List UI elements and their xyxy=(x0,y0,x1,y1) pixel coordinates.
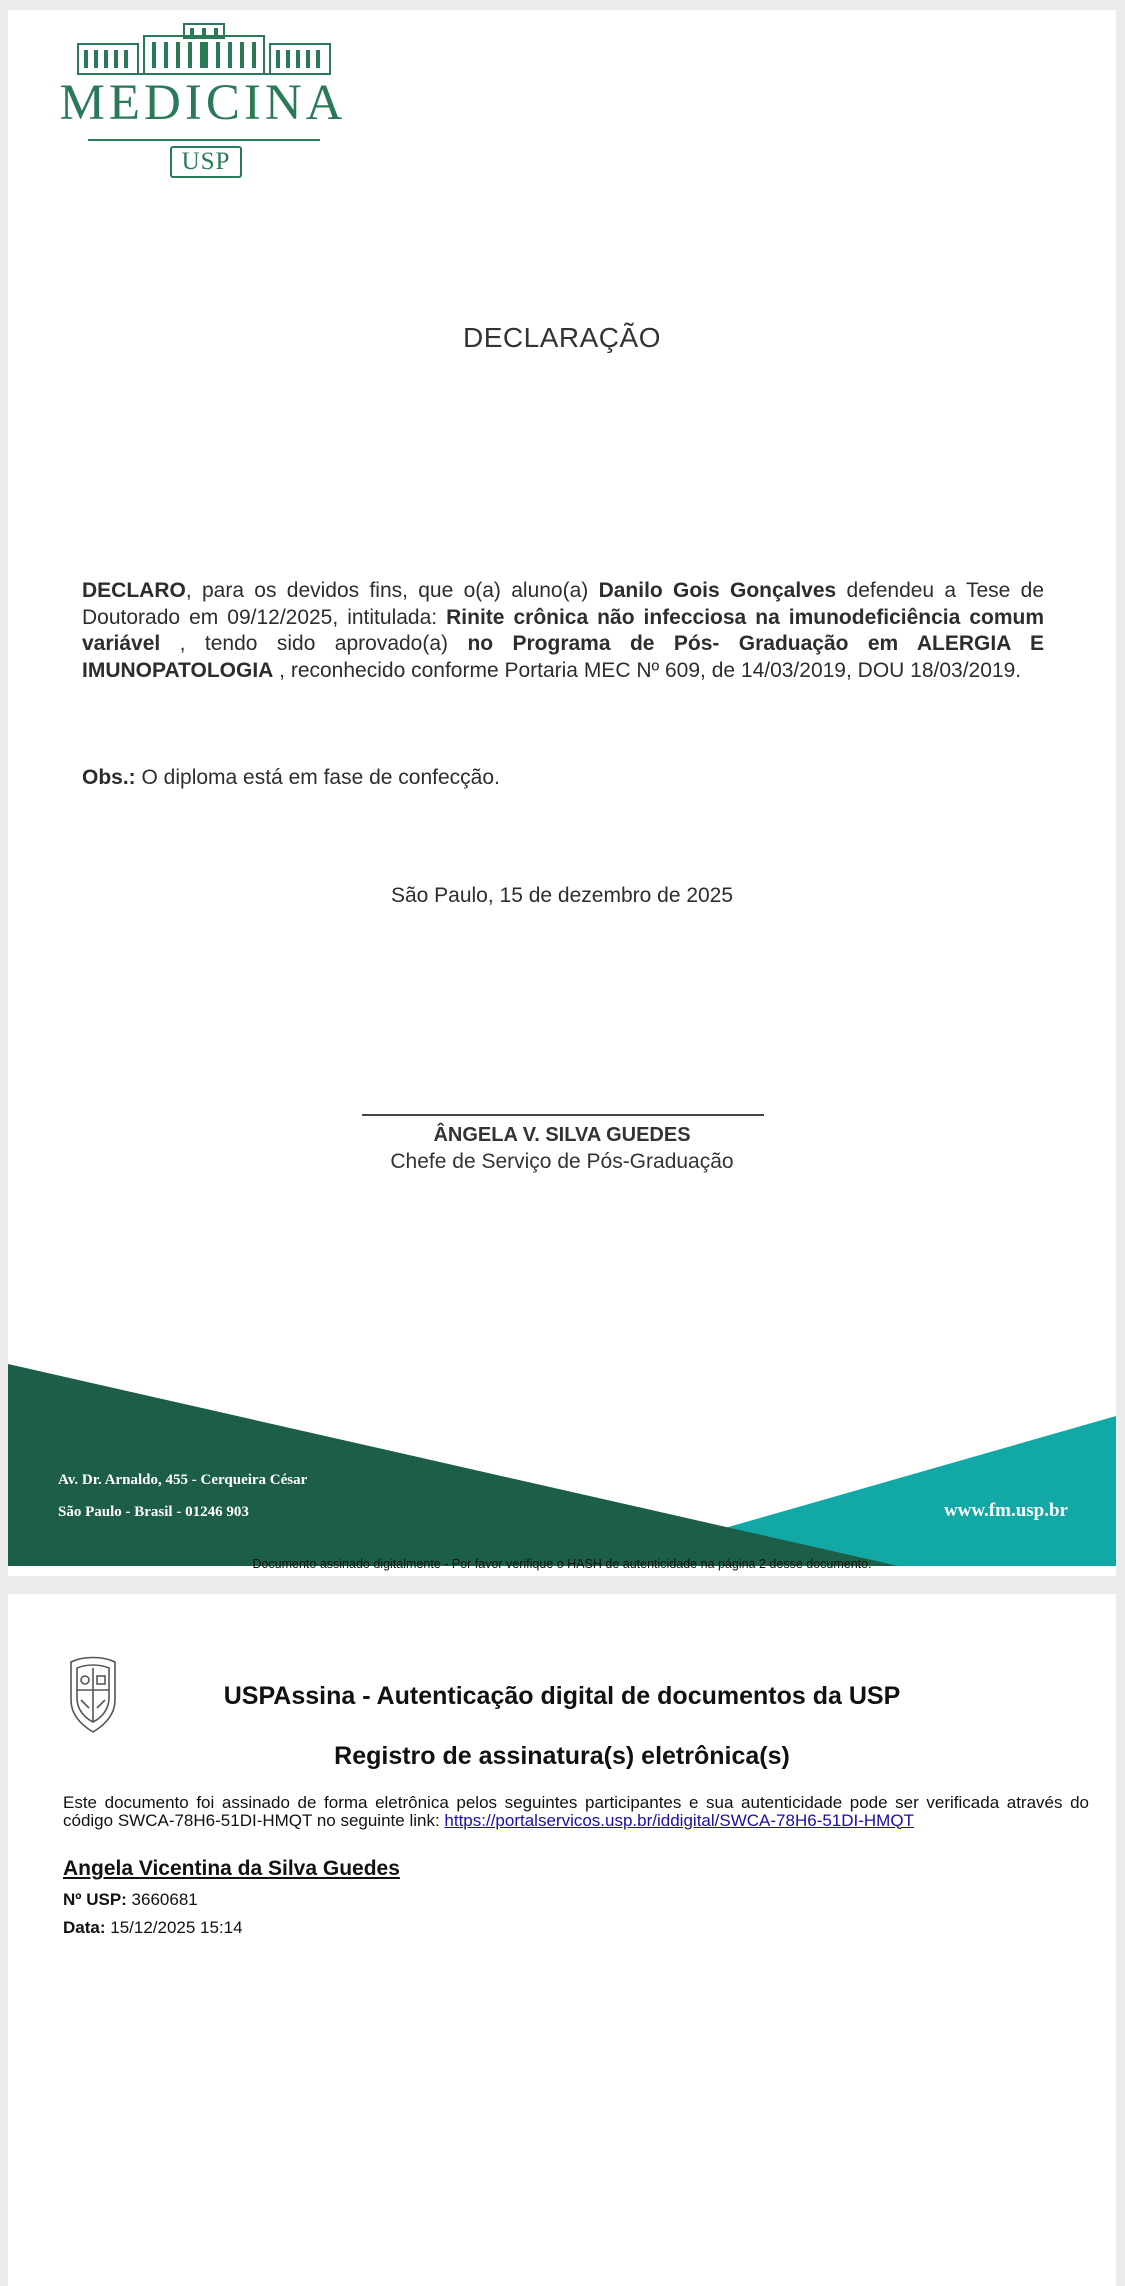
nusp-value: 3660681 xyxy=(126,1890,198,1909)
obs-text: O diploma está em fase de confecção. xyxy=(135,766,500,789)
date-field xyxy=(63,1918,243,1938)
nusp-field xyxy=(63,1890,198,1910)
place-date: São Paulo, 15 de dezembro de 2025 xyxy=(390,884,734,907)
paragraph-text: Este documento foi assinado de forma eletrônica pelos seguintes participantes e sua autenticidade pode ser verificada através do código SWCA-78H6-51DI-HMQT no seguinte link: xyxy=(63,1793,1089,1830)
medicina-usp-logo xyxy=(58,22,348,182)
signer-name: Angela Vicentina da Silva Guedes xyxy=(63,1857,400,1880)
hash-note: Documento assinado digitalmente - Por favor verifique o HASH de autenticidade na página 2 desse documento. xyxy=(252,1557,872,1571)
signatory-role: Chefe de Serviço de Pós-Graduação xyxy=(390,1150,734,1173)
student-name: Danilo Gois Gonçalves xyxy=(598,579,837,602)
date-value: 15/12/2025 15:14 xyxy=(105,1918,243,1937)
footer-address-line1: Av. Dr. Arnaldo, 455 - Cerqueira César xyxy=(58,1472,308,1488)
declaration-page xyxy=(8,10,1116,1576)
verification-link[interactable]: https://portalservicos.usp.br/iddigital/SWCA-78H6-51DI-HMQT xyxy=(444,1810,914,1830)
document-title: DECLARAÇÃO xyxy=(463,322,661,353)
body-segment: defendeu a Tese de Doutorado em 09/12/2025, intitulada: xyxy=(82,579,1044,629)
signature-register-page xyxy=(8,1594,1116,2286)
body-segment: , reconhecido conforme Portaria MEC Nº 609, de 14/03/2019, DOU 18/03/2019. xyxy=(273,658,1022,682)
date-label: Data: xyxy=(63,1918,106,1937)
usp-assina-title: USPAssina - Autenticação digital de documentos da USP xyxy=(223,1682,901,1710)
footer-website: www.fm.usp.br xyxy=(943,1500,1068,1521)
logo-usp-mark: USP xyxy=(170,146,242,178)
declaro-word: DECLARO xyxy=(82,579,186,602)
obs-label: Obs.: xyxy=(82,766,136,789)
signatory-name: ÂNGELA V. SILVA GUEDES xyxy=(433,1124,691,1146)
register-subtitle: Registro de assinatura(s) eletrônica(s) xyxy=(334,1742,790,1770)
program-name: no Programa de Pós- Graduação em ALERGIA E IMUNOPATOLOGIA xyxy=(82,632,1044,682)
logo-rule xyxy=(88,139,320,141)
nusp-label: Nº USP: xyxy=(63,1890,127,1909)
observation xyxy=(82,766,500,790)
signature-line xyxy=(362,1114,764,1116)
faculty-building-icon xyxy=(74,22,334,76)
footer-band xyxy=(8,1364,1116,1566)
declaration-body xyxy=(82,578,1044,684)
body-segment: , para os devidos fins, que o(a) aluno(a) xyxy=(185,579,599,602)
authenticity-paragraph xyxy=(63,1794,1089,1829)
footer-address-line2: São Paulo - Brasil - 01246 903 xyxy=(58,1504,249,1520)
thesis-title: Rinite crônica não infecciosa na imunodeficiência comum variável xyxy=(82,605,1044,655)
logo-wordmark: MEDICINA xyxy=(59,75,347,131)
body-segment: , tendo sido aprovado(a) xyxy=(160,632,468,655)
